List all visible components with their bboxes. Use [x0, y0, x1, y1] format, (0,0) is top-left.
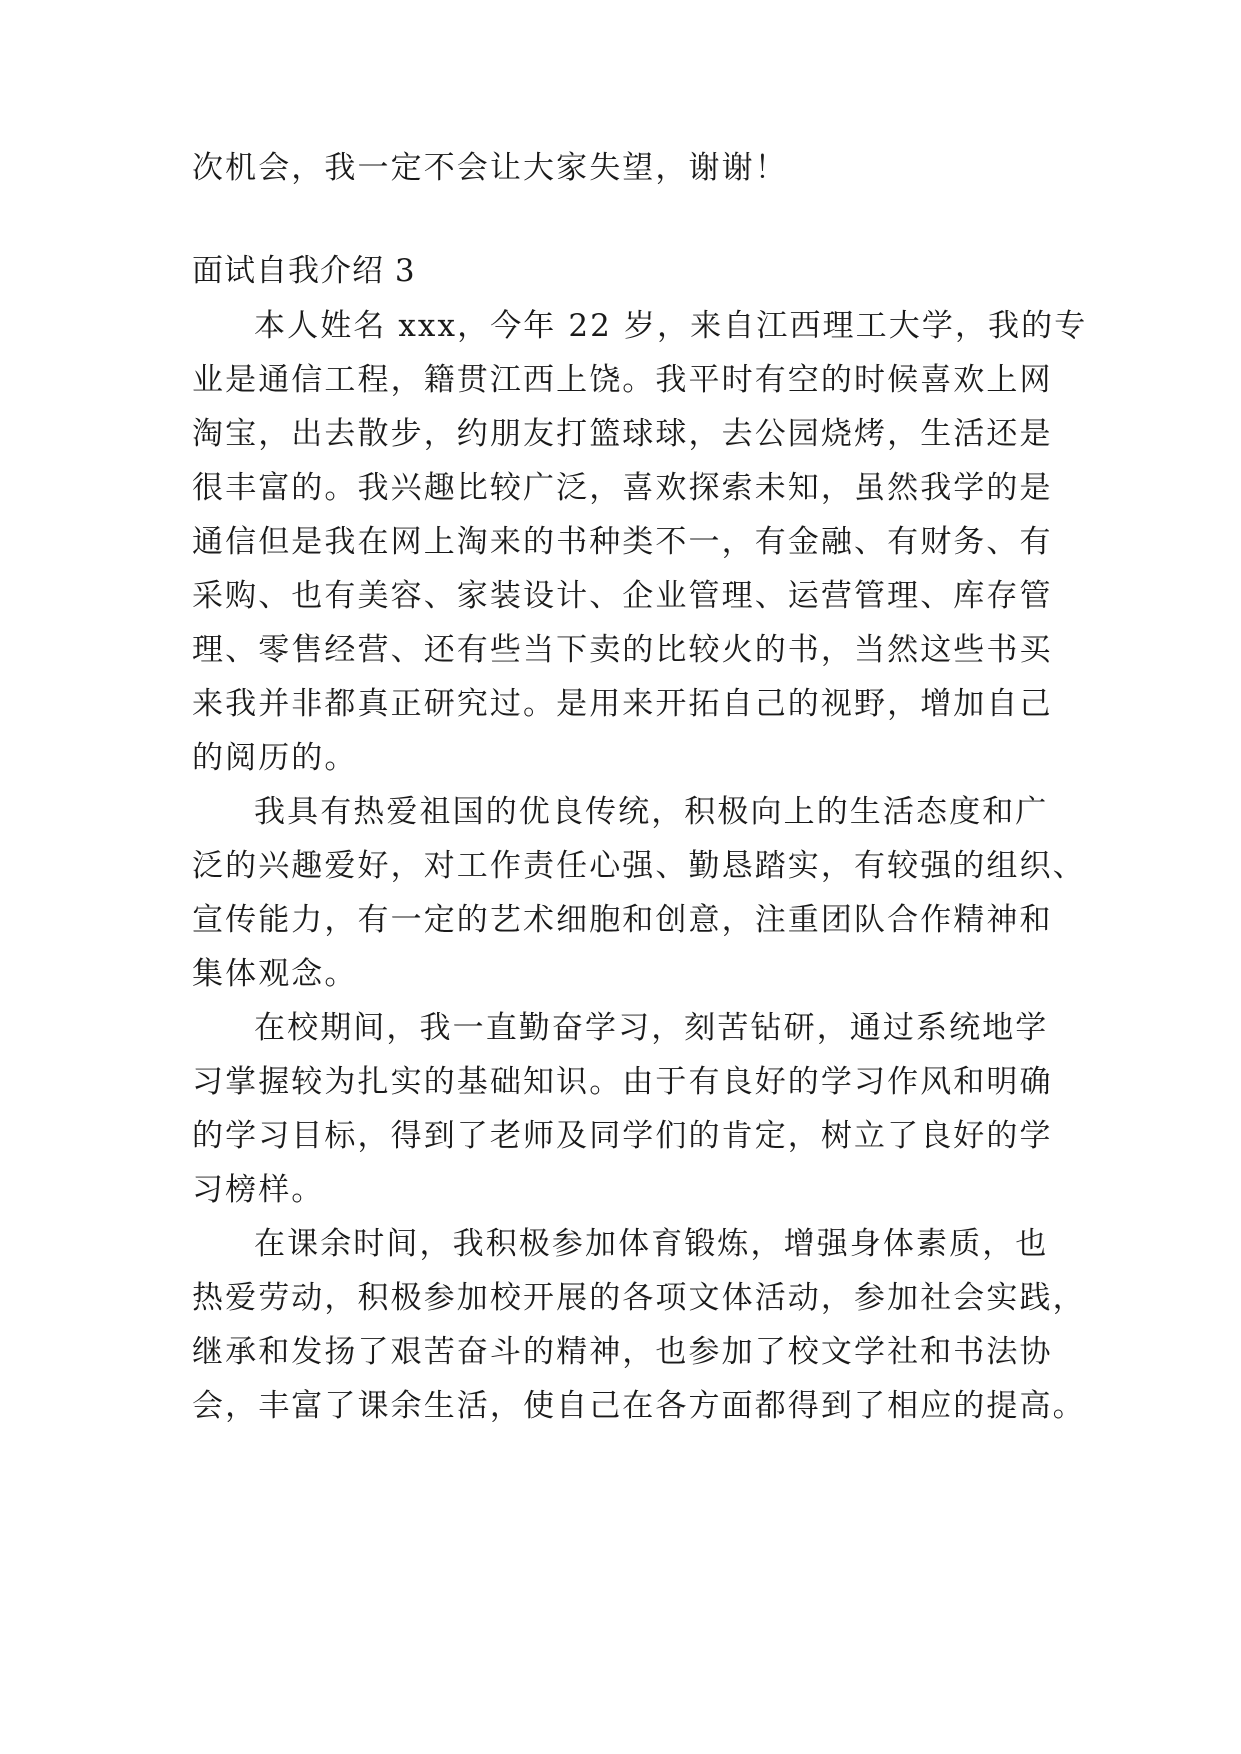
paragraph-line: 来我并非都真正研究过。是用来开拓自己的视野，增加自己 [192, 686, 1053, 722]
paragraph-line: 通信但是我在网上淘来的书种类不一，有金融、有财务、有 [192, 524, 1053, 560]
paragraph-line: 本人姓名 xxx，今年 22 岁，来自江西理工大学，我的专 [254, 308, 1088, 344]
paragraph-line: 集体观念。 [192, 956, 358, 992]
paragraph-line: 继承和发扬了艰苦奋斗的精神，也参加了校文学社和书法协 [192, 1334, 1053, 1370]
paragraph-line: 泛的兴趣爱好，对工作责任心强、勤恳踏实，有较强的组织、 [192, 848, 1086, 884]
paragraph-line: 习榜样。 [192, 1172, 325, 1208]
paragraph-line: 我具有热爱祖国的优良传统，积极向上的生活态度和广 [254, 794, 1049, 830]
paragraph-line: 在课余时间，我积极参加体育锻炼，增强身体素质，也 [254, 1226, 1049, 1262]
paragraph-line: 业是通信工程，籍贯江西上饶。我平时有空的时候喜欢上网 [192, 362, 1053, 398]
paragraph-line: 习掌握较为扎实的基础知识。由于有良好的学习作风和明确 [192, 1064, 1053, 1100]
paragraph-line: 宣传能力，有一定的艺术细胞和创意，注重团队合作精神和 [192, 902, 1053, 938]
paragraph-line: 的阅历的。 [192, 740, 358, 776]
paragraph-line: 淘宝，出去散步，约朋友打篮球球，去公园烧烤，生活还是 [192, 416, 1053, 452]
paragraph-line: 会，丰富了课余生活，使自己在各方面都得到了相应的提高。 [192, 1388, 1086, 1424]
paragraph-line: 采购、也有美容、家装设计、企业管理、运营管理、库存管 [192, 578, 1053, 614]
paragraph-line: 在校期间，我一直勤奋学习，刻苦钻研，通过系统地学 [254, 1010, 1049, 1046]
paragraph-line: 热爱劳动，积极参加校开展的各项文体活动，参加社会实践， [192, 1280, 1086, 1316]
carryover-line: 次机会，我一定不会让大家失望，谢谢！ [192, 150, 788, 186]
paragraph-line: 理、零售经营、还有些当下卖的比较火的书，当然这些书买 [192, 632, 1053, 668]
paragraph-line: 很丰富的。我兴趣比较广泛，喜欢探索未知，虽然我学的是 [192, 470, 1053, 506]
paragraph-line: 的学习目标，得到了老师及同学们的肯定，树立了良好的学 [192, 1118, 1053, 1154]
section-title: 面试自我介绍 3 [192, 253, 416, 289]
